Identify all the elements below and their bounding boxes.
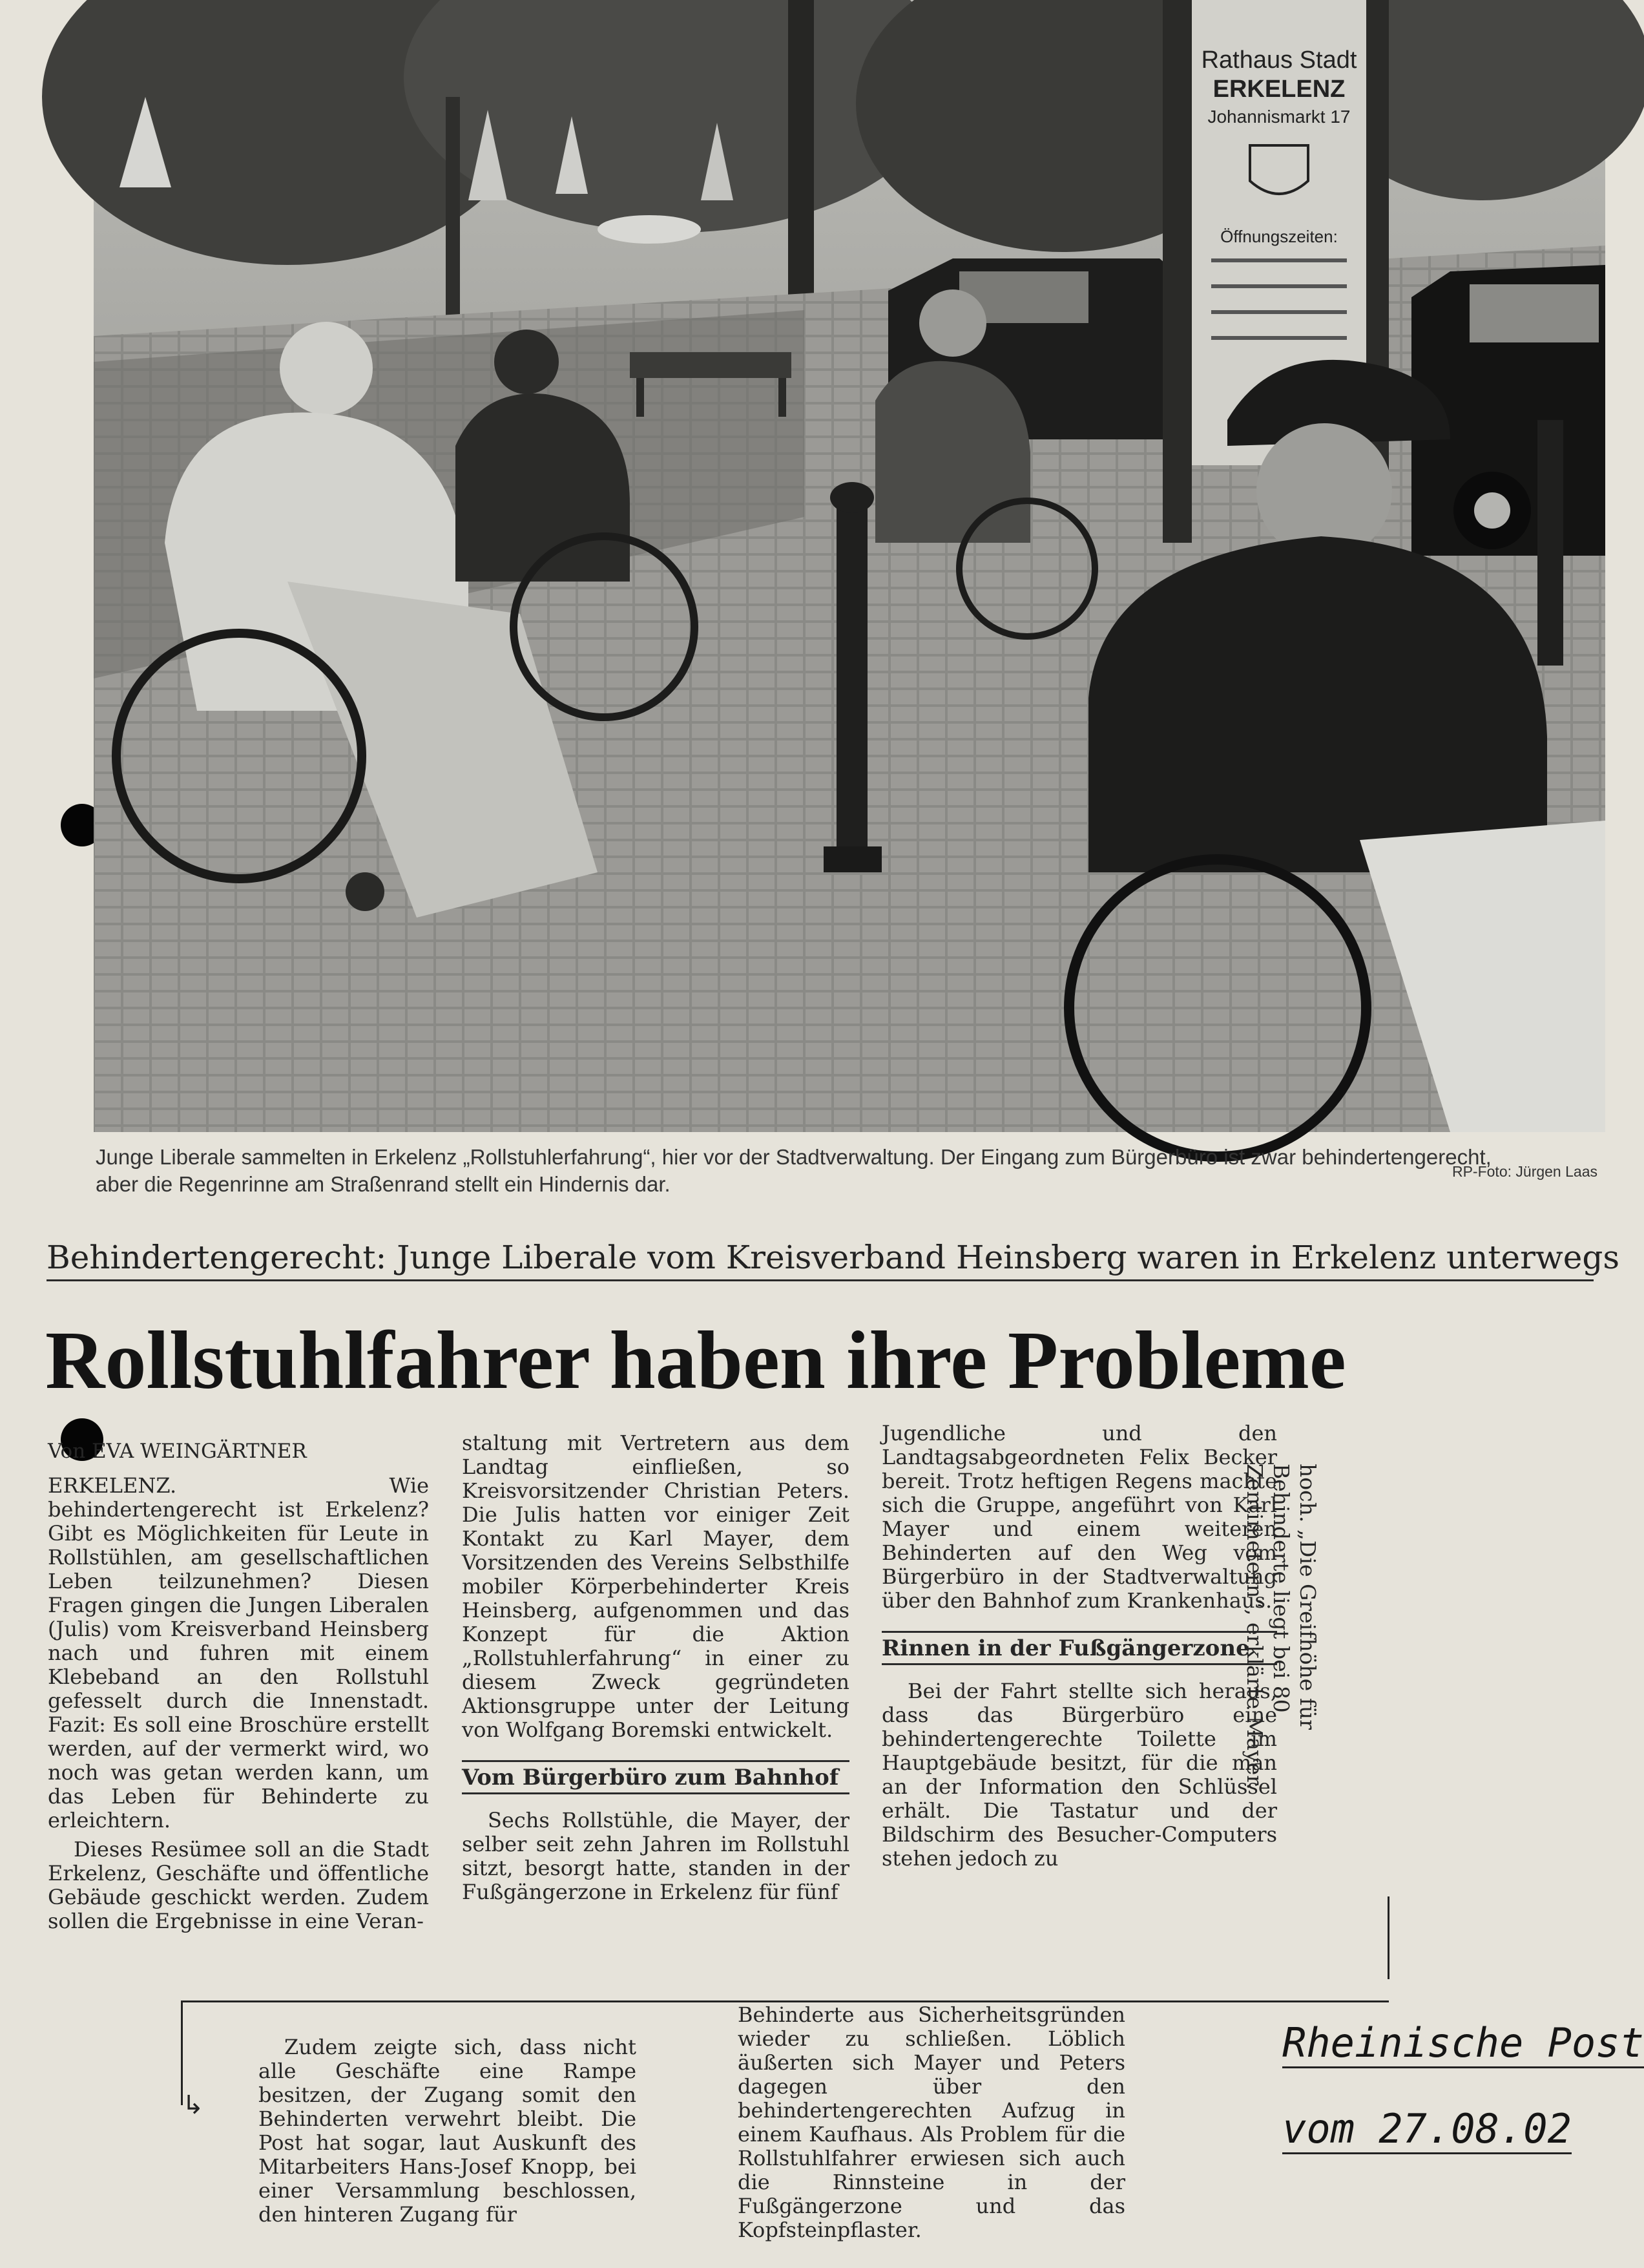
col3-paragraph-1: Jugendliche und den Landtagsabgeordneten Felix Becker bereit. Trotz heftigen Regens machte sich die Gruppe, angeführt von Karl Mayer und einem weiteren Behinderten auf den Weg vom Bürgerbüro in der Stadtverwaltung über den Bahnhof zum Krankenhaus. (882, 1421, 1277, 1613)
subhead-rinnen: Rinnen in der Fußgängerzone (882, 1631, 1277, 1665)
caption-line-2: aber die Regenrinne am Straßenrand stellt ein Hindernis dar. (96, 1172, 671, 1196)
column-4-rotated (1179, 1464, 1321, 1812)
handwritten-source: Rheinische Post (1282, 2019, 1644, 2068)
handwritten-date: vom 27.08.02 (1282, 2105, 1572, 2154)
byline: Von EVA WEINGÄRTNER (48, 1440, 307, 1463)
bottom-right-paragraph: Behinderte aus Sicherheitsgründen wieder zu schließen. Löblich äußerten sich Mayer und Peters dagegen über den behindertengerechten Aufzug in einem Kaufhaus. Als Problem für die Rollstuhlfahrer erwiesen sich auch die Rinnsteine in der Fußgängerzone und das Kopfsteinpflaster. (738, 2002, 1125, 2242)
col4-paragraph: hoch. „Die Greifhöhe für Behinderte liegt bei 80 Zentimetern“, erklärte Mayer. (1242, 1464, 1320, 1790)
bottom-left-paragraph: Zudem zeigte sich, dass nicht alle Geschäfte eine Rampe besitzen, der Zugang somit den Behinderten verwehrt bleibt. Die Post hat sogar, laut Auskunft des Mitarbeiters Hans-Josef Knopp, bei einer Versammlung beschlossen, den hinteren Zugang für (258, 2035, 636, 2227)
caption-line-1: Junge Liberale sammelten in Erkelenz „Rollstuhlerfahrung“, hier vor der Stadtverwaltung. Der Eingang zum Bürgerbüro ist zwar behindertengerecht, (96, 1145, 1492, 1169)
bracket-line-down (181, 2000, 183, 2105)
bollard (837, 498, 868, 846)
photo-credit: RP-Foto: Jürgen Laas (1452, 1163, 1597, 1180)
bottom-right-block (738, 2003, 1125, 2247)
arrow-icon: ↳ (182, 2090, 204, 2120)
col1-paragraph-2: Dieses Resümee soll an die Stadt Erkelenz, Geschäfte und öffentliche Gebäude geschickt werden. Zudem sollen die Ergebnisse in eine Veran- (48, 1837, 429, 1933)
sign-address: Johannismarkt 17 (1207, 107, 1351, 127)
col2-paragraph-1: staltung mit Vertretern aus dem Landtag einfließen, so Kreisvorsitzender Christian Peters. Die Julis hatten vor einiger Zeit Kontakt zu Karl Mayer, dem Vorsitzenden des Vereins Selbsthilfe mobiler Körperbehinderter Kreis Heinsberg, aufgenommen und das Konzept für die Aktion „Rollstuhlerfahrung“ in einer zu diesem Zweck gegründeten Aktionsgruppe unter der Leitung von Wolfgang Boremski entwickelt. (462, 1431, 849, 1742)
col1-paragraph-1: ERKELENZ. Wie behindertengerecht ist Erkelenz? Gibt es Möglichkeiten für Leute in Rollstühlen, am gesellschaftlichen Leben teilzunehmen? Diesen Fragen gingen die Jungen Liberalen (Julis) vom Kreisverband Heinsberg nach und fuhren mit einem Klebeband an den Rollstuhl gefesselt durch die Innenstadt. Fazit: Es soll eine Broschüre erstellt werden, auf der vermerkt wird, wo noch was getan werden kann, um das Leben für Behinderte zu erleichtern. (48, 1473, 429, 1832)
col2-paragraph-2: Sechs Rollstühle, die Mayer, der selber seit zehn Jahren im Rollstuhl sitzt, besorgt hatte, standen in der Fußgängerzone in Erkelenz für fünf (462, 1808, 849, 1904)
subhead-buergerbuero: Vom Bürgerbüro zum Bahnhof (462, 1760, 849, 1794)
sign-title: Rathaus Stadt (1201, 47, 1357, 74)
kicker: Behindertengerecht: Junge Liberale vom Kreisverband Heinsberg waren in Erkelenz unterwegs (47, 1235, 1594, 1281)
bracket-line-vertical (1388, 1896, 1389, 1979)
news-photo (94, 0, 1605, 1132)
headline: Rollstuhlfahrer haben ihre Probleme (45, 1314, 1346, 1406)
sign-city: ERKELENZ (1212, 76, 1346, 103)
bottom-left-block (258, 2035, 636, 2232)
sign-hours-label: Öffnungszeiten: (1220, 227, 1338, 246)
column-2 (462, 1431, 849, 1909)
column-1 (48, 1440, 429, 1938)
col3-paragraph-2: Bei der Fahrt stellte sich heraus, dass das Bürgerbüro eine behindertengerechte Toilette im Hauptgebäude besitzt, für die man an der Information den Schlüssel erhält. Die Tastatur und der Bildschirm des Besucher-Computers stehen jedoch zu (882, 1679, 1277, 1871)
photo-caption (96, 1144, 1594, 1198)
